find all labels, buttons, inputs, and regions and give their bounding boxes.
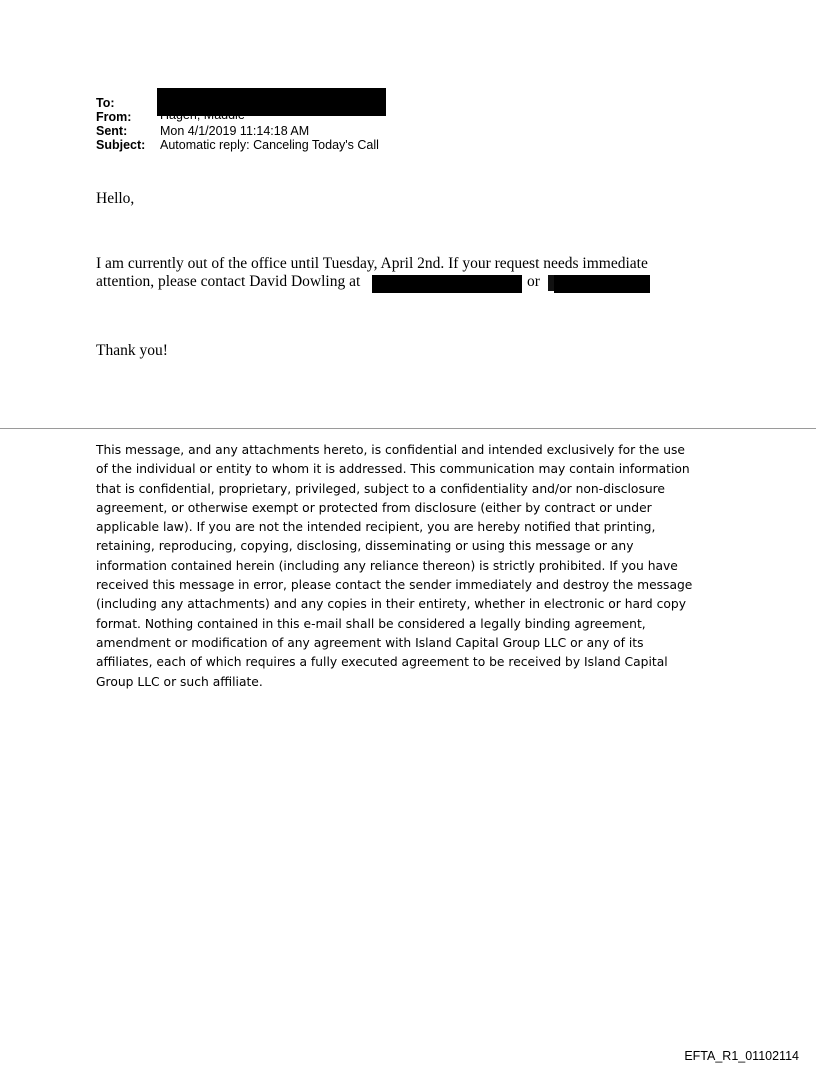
- header-sent-row: [96, 124, 379, 138]
- subject-value: Automatic reply: Canceling Today's Call: [160, 138, 379, 152]
- closing: Thank you!: [96, 342, 168, 359]
- disclaimer-line: retaining, reproducing, copying, disclosing, disseminating or using this message or any: [96, 539, 634, 554]
- email-header: [96, 96, 379, 152]
- confidentiality-disclaimer: [96, 441, 736, 692]
- or-text: or: [527, 273, 540, 290]
- header-from-row: [96, 110, 379, 124]
- disclaimer-line: applicable law). If you are not the intended recipient, you are hereby notified that printing,: [96, 520, 656, 535]
- disclaimer-line: received this message in error, please contact the sender immediately and destroy the message: [96, 578, 693, 593]
- body-line-1: I am currently out of the office until Tuesday, April 2nd. If your request needs immediate: [96, 255, 648, 272]
- disclaimer-line: that is confidential, proprietary, privileged, subject to a confidentiality and/or non-disclosure: [96, 481, 665, 496]
- disclaimer-line: format. Nothing contained in this e-mail shall be considered a legally binding agreement,: [96, 616, 646, 631]
- from-label: From:: [96, 110, 132, 124]
- disclaimer-line: of the individual or entity to whom it is addressed. This communication may contain information: [96, 462, 690, 477]
- disclaimer-line: information contained herein (including any reliance thereon) is strictly prohibited. If you have: [96, 558, 678, 573]
- sent-label: Sent:: [96, 124, 128, 138]
- disclaimer-line: affiliates, each of which requires a fully executed agreement to be received by Island Capital: [96, 655, 668, 670]
- disclaimer-line: amendment or modification of any agreement with Island Capital Group LLC or any of its: [96, 635, 644, 650]
- disclaimer-line: agreement, or otherwise exempt or protected from disclosure (either by contract or under: [96, 500, 652, 515]
- header-subject-row: [96, 138, 379, 152]
- bates-number: EFTA_R1_01102114: [684, 1049, 799, 1063]
- sent-value: Mon 4/1/2019 11:14:18 AM: [160, 124, 310, 138]
- redaction-phone-2: [554, 275, 650, 293]
- disclaimer-line: This message, and any attachments hereto, is confidential and intended exclusively for the use: [96, 443, 685, 457]
- disclaimer-line: Group LLC or such affiliate.: [96, 674, 263, 689]
- subject-label: Subject:: [96, 138, 146, 152]
- to-label: To:: [96, 96, 115, 110]
- from-value: Hagen, Maddie: [160, 108, 245, 122]
- separator-line: [0, 428, 816, 429]
- greeting: Hello,: [96, 190, 135, 207]
- redaction-phone-1: [372, 275, 522, 293]
- disclaimer-line: (including any attachments) and any copies in their entirety, whether in electronic or hard copy: [96, 597, 686, 612]
- body-line-2: attention, please contact David Dowling at: [96, 273, 361, 290]
